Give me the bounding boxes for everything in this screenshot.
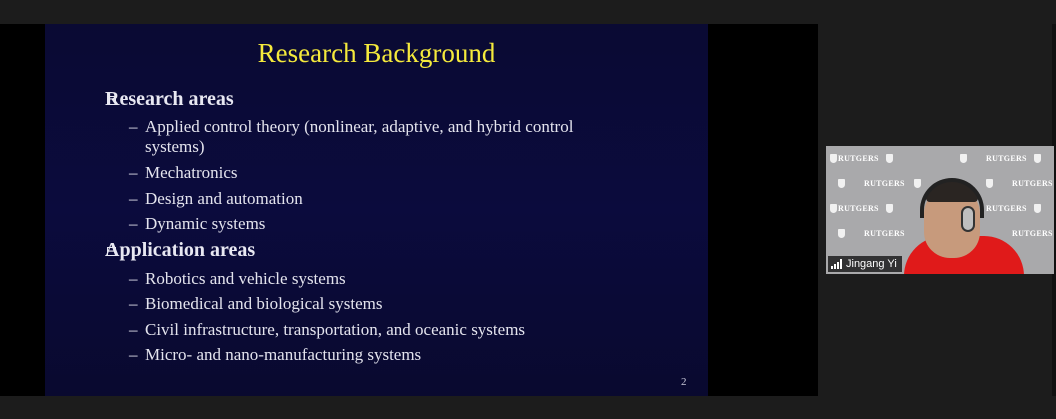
participant-name-tag	[828, 256, 902, 272]
shield-icon	[986, 179, 993, 188]
list-item: – Design and automation	[129, 189, 303, 208]
shield-icon	[830, 204, 837, 213]
list-item: – Robotics and vehicle systems	[129, 269, 346, 288]
shield-icon	[830, 154, 837, 163]
backdrop-logo: RUTGERS	[1012, 179, 1053, 188]
list-item: – Applied control theory (nonlinear, adaptive, and hybrid control systems)	[129, 117, 574, 156]
signal-strength-icon	[831, 259, 842, 269]
section-heading: Application areas	[105, 239, 256, 261]
shield-icon	[838, 229, 845, 238]
list-item: – Dynamic systems	[129, 214, 266, 233]
headphone-cup	[961, 206, 975, 232]
shield-icon	[838, 179, 845, 188]
shield-icon	[1034, 154, 1041, 163]
backdrop-logo: RUTGERS	[986, 204, 1027, 213]
shield-icon	[886, 154, 893, 163]
shield-icon	[960, 154, 967, 163]
list-item: – Biomedical and biological systems	[129, 294, 383, 313]
backdrop-logo: RUTGERS	[986, 154, 1027, 163]
shield-icon	[914, 179, 921, 188]
participant-name: Jingang Yi	[846, 258, 897, 270]
shield-icon	[886, 204, 893, 213]
list-item: – Civil infrastructure, transportation, and oceanic systems	[129, 320, 526, 339]
slide-title: Research Background	[257, 38, 496, 68]
shield-icon	[1034, 204, 1041, 213]
meeting-bottom-bar	[0, 396, 1056, 419]
list-item: – Mechatronics	[129, 163, 238, 182]
backdrop-logo: RUTGERS	[864, 229, 905, 238]
meeting-top-bar	[0, 0, 1056, 24]
presentation-slide	[45, 24, 708, 396]
slide-page-number: 2	[681, 376, 687, 388]
backdrop-logo: RUTGERS	[1012, 229, 1053, 238]
section-heading: Research areas	[105, 88, 234, 110]
backdrop-logo: RUTGERS	[838, 204, 879, 213]
backdrop-logo: RUTGERS	[864, 179, 905, 188]
participant-video-tile[interactable]	[826, 146, 1054, 274]
list-item: – Micro- and nano-manufacturing systems	[129, 345, 422, 364]
backdrop-logo: RUTGERS	[838, 154, 879, 163]
